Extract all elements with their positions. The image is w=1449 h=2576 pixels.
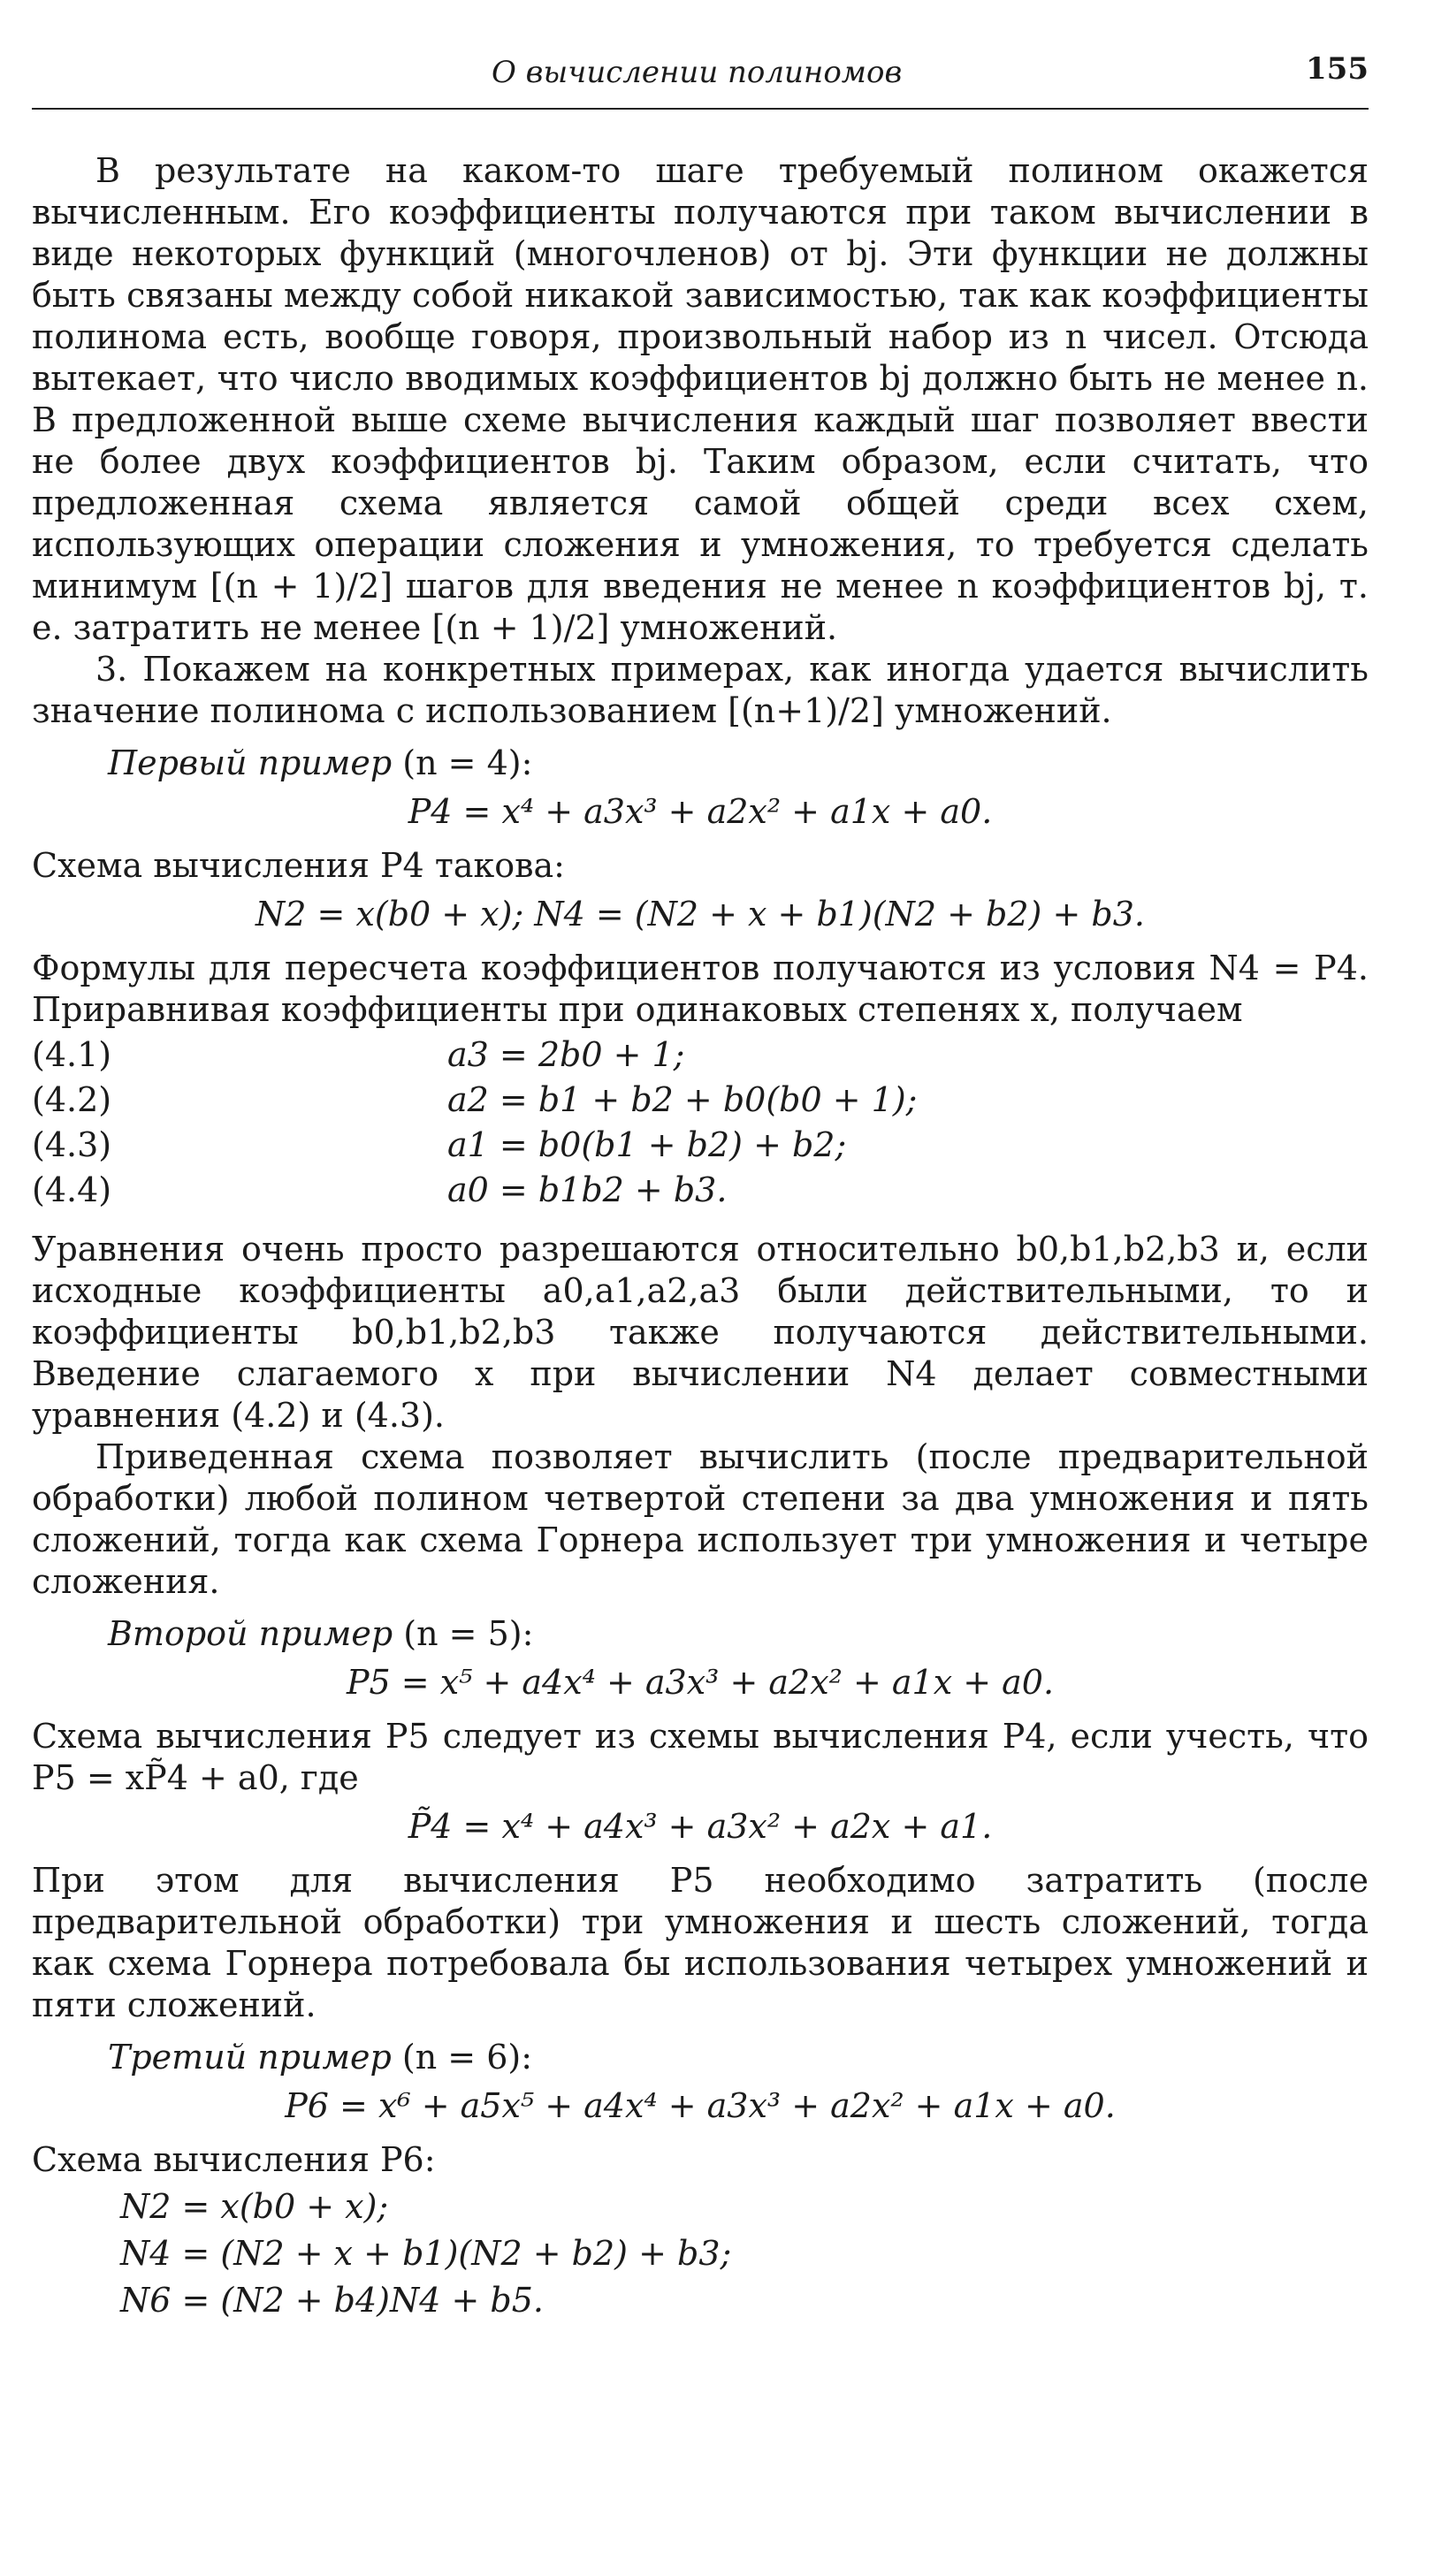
page-header (32, 51, 1369, 104)
scheme-3-formulas (120, 2186, 1369, 2321)
example-3-label: Третий пример (108, 2038, 392, 2077)
equation-list (32, 1034, 1369, 1211)
example-3-polynomial: P6 = x⁶ + a5x⁵ + a4x⁴ + a3x³ + a2x² + a1x + a0. (285, 2086, 1116, 2125)
paragraph-section-3: 3. Покажем на конкретных примерах, как иногда удается вычислить значение полинома с использованием [(n+1)/2] умножений. (32, 650, 1369, 730)
example-3-degree: (n = 6): (401, 2038, 533, 2077)
page-number: 155 (1306, 51, 1369, 87)
paragraph-intro: В результате на каком-то шаге требуемый полином окажется вычисленным. Его коэффициенты получаются при таком вычислении в виде некоторых функций (многочленов) от bj. Эти функции не должны быть связаны между собой никакой зависимостью, так как коэффициенты полинома есть, вообще говоря, произвольный набор из n чисел. Отсюда вытекает, что число вводимых коэффициентов bj должно быть не менее n. В предложенной выше схеме вычисления каждый шаг позволяет ввести не более двух коэффициентов bj. Таким образом, если считать, что предложенная схема является самой общей среди всех схем, использующих операции сложения и умножения, то требуется сделать минимум [(n + 1)/2] шагов для введения не менее n коэффициентов bj, т. е. затратить не менее [(n + 1)/2] умножений. (32, 151, 1369, 647)
scheme-3-intro: Схема вычисления P6: (32, 2140, 436, 2179)
example-3-heading (108, 2037, 1369, 2078)
equation-expression: a2 = b1 + b2 + b0(b0 + 1); (447, 1080, 918, 1119)
example-1-polynomial: P4 = x⁴ + a3x³ + a2x² + a1x + a0. (408, 792, 993, 831)
scheme-3-line: N2 = x(b0 + x); (120, 2187, 389, 2226)
example-2-degree: (n = 5): (403, 1614, 534, 1653)
running-title: О вычислении полиномов (492, 55, 903, 90)
equation-number: (4.2) (32, 1080, 112, 1119)
equation-expression: a0 = b1b2 + b3. (447, 1170, 728, 1209)
page-body (32, 150, 1369, 2327)
scheme-3-line: N6 = (N2 + b4)N4 + b5. (120, 2281, 545, 2320)
example-1-label: Первый пример (108, 743, 393, 782)
equation-row (32, 1170, 1369, 1211)
paragraph-horner-comparison: Приведенная схема позволяет вычислить (после предварительной обработки) любой полином четвертой степени за два умножения и пять сложений, тогда как схема Горнера использует три умножения и четыре сложения. (32, 1437, 1369, 1601)
example-2-tilde-polynomial: P̃4 = x⁴ + a4x³ + a3x² + a2x + a1. (408, 1807, 993, 1846)
equation-expression: a1 = b0(b1 + b2) + b2; (447, 1125, 847, 1164)
paragraph-solutions: Уравнения очень просто разрешаются относительно b0,b1,b2,b3 и, если исходные коэффициенты a0,a1,a2,a3 были действительными, то и коэффициенты b0,b1,b2,b3 также получаются действительными. Введение слагаемого x при вычислении N4 делает совместными уравнения (4.2) и (4.3). (32, 1230, 1369, 1435)
equation-row (32, 1124, 1369, 1166)
equation-number: (4.4) (32, 1170, 112, 1209)
scheme-1-formula: N2 = x(b0 + x); N4 = (N2 + x + b1)(N2 + b2) + b3. (255, 895, 1145, 934)
scheme-1-intro: Схема вычисления P4 такова: (32, 846, 565, 885)
scheme-3-line: N4 = (N2 + x + b1)(N2 + b2) + b3; (120, 2234, 732, 2273)
example-1-heading (108, 743, 1369, 784)
equation-number: (4.1) (32, 1035, 112, 1074)
example-2-polynomial: P5 = x⁵ + a4x⁴ + a3x³ + a2x² + a1x + a0. (346, 1663, 1055, 1702)
equation-number: (4.3) (32, 1125, 112, 1164)
example-2-heading (108, 1613, 1369, 1655)
paragraph-recalc: Формулы для пересчета коэффициентов получаются из условия N4 = P4. Приравнивая коэффициенты при одинаковых степенях x, получаем (32, 949, 1369, 1029)
paragraph-scheme-2: Схема вычисления P5 следует из схемы вычисления P4, если учесть, что P5 = xP̃4 + a0, где (32, 1717, 1369, 1797)
paragraph-example-2-cost: При этом для вычисления P5 необходимо затратить (после предварительной обработки) три умножения и шесть сложений, тогда как схема Горнера потребовала бы использования четырех умножений и пяти сложений. (32, 1861, 1369, 2024)
equation-expression: a3 = 2b0 + 1; (447, 1035, 685, 1074)
example-1-degree: (n = 4): (402, 743, 533, 782)
header-rule (32, 108, 1369, 110)
equation-row (32, 1034, 1369, 1076)
example-2-label: Второй пример (108, 1614, 393, 1653)
equation-row (32, 1079, 1369, 1121)
